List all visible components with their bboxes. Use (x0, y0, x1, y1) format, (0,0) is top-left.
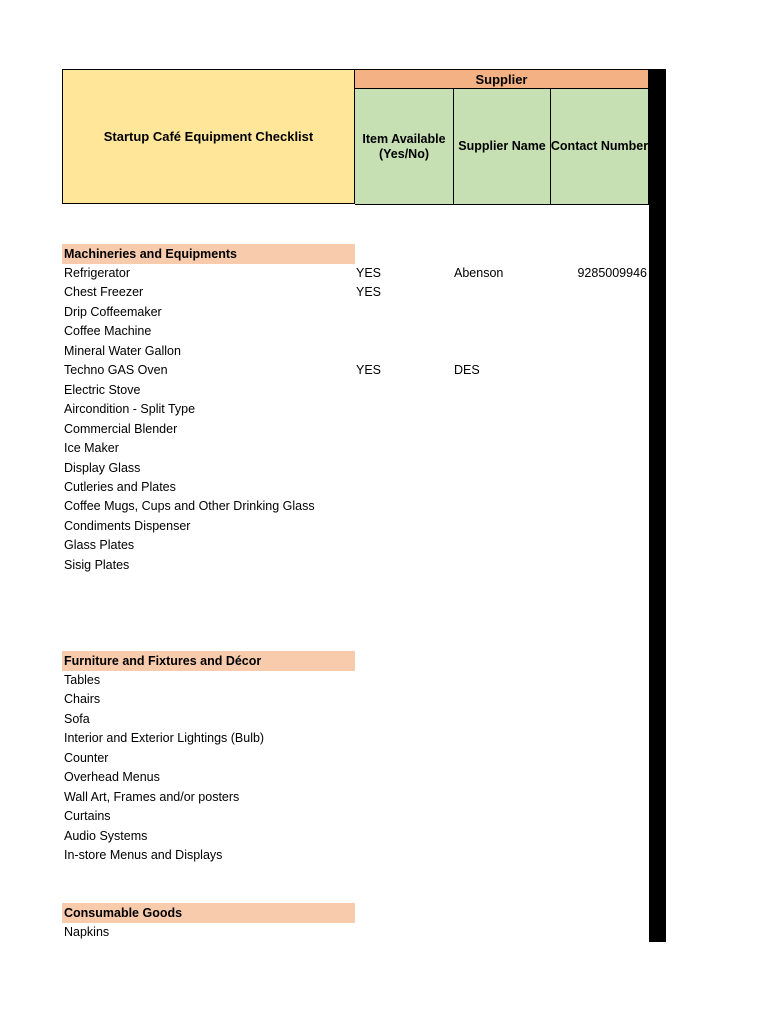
item-name-cell: Commercial Blender (64, 421, 178, 436)
checklist-title-cell (62, 69, 355, 204)
sheet-edge-bar (649, 69, 666, 942)
item-name-cell: Drip Coffeemaker (64, 304, 162, 319)
item-available-cell: YES (356, 266, 382, 280)
section-header: Consumable Goods (62, 903, 355, 923)
table-row (62, 478, 649, 497)
table-row (62, 827, 649, 846)
column-header-item-available (355, 89, 454, 205)
table-row (62, 381, 649, 400)
table-row (62, 303, 649, 322)
item-name-cell: Coffee Machine (64, 324, 152, 339)
item-name-cell: Curtains (64, 809, 111, 824)
supplier-name-cell: Abenson (454, 266, 504, 280)
column-header-supplier-name (453, 89, 551, 205)
supplier-group-label: Supplier (475, 71, 528, 87)
item-name-cell: Wall Art, Frames and/or posters (64, 789, 240, 804)
item-name-cell: Display Glass (64, 460, 141, 475)
item-name-cell: Counter (64, 750, 109, 765)
item-name-cell: Sisig Plates (64, 557, 130, 572)
table-row (62, 497, 649, 516)
item-name-cell: Audio Systems (64, 828, 148, 843)
item-name-cell: Chest Freezer (64, 285, 144, 300)
table-row (62, 923, 649, 942)
table-row (62, 690, 649, 709)
item-name-cell: Mineral Water Gallon (64, 343, 181, 358)
supplier-group-header (355, 69, 649, 89)
item-name-cell: Refrigerator (64, 266, 130, 280)
item-name-cell: Coffee Mugs, Cups and Other Drinking Glass (64, 499, 315, 514)
table-row (62, 342, 649, 361)
item-name-cell: Techno GAS Oven (64, 363, 168, 378)
item-available-cell: YES (356, 363, 382, 378)
column-header-label: Supplier Name (458, 139, 546, 153)
contact-number-cell: 9285009946 (577, 266, 647, 280)
table-row (62, 671, 649, 690)
checklist-title: Startup Café Equipment Checklist (103, 129, 314, 144)
column-header-contact-number (550, 89, 649, 205)
section-header: Machineries and Equipments (62, 244, 355, 264)
table-row (62, 556, 649, 575)
supplier-name-cell: DES (454, 363, 480, 378)
item-name-cell: Napkins (64, 925, 110, 939)
table-row (62, 807, 649, 826)
table-row (62, 283, 649, 302)
item-name-cell: Chairs (64, 692, 101, 707)
item-name-cell: Electric Stove (64, 382, 141, 397)
item-name-cell: In-store Menus and Displays (64, 848, 223, 863)
table-row (62, 420, 649, 439)
item-name-cell: Interior and Exterior Lightings (Bulb) (64, 731, 265, 746)
table-row (62, 749, 649, 768)
item-name-cell: Cutleries and Plates (64, 479, 176, 494)
table-row (62, 322, 649, 341)
table-row (62, 710, 649, 729)
table-row (62, 846, 649, 865)
table-row (62, 729, 649, 748)
table-row (62, 264, 649, 283)
column-header-label: Contact Number (550, 139, 649, 153)
section-header: Furniture and Fixtures and Décor (62, 651, 355, 671)
column-header-label: Item Available (Yes/No) (362, 131, 446, 161)
item-name-cell: Overhead Menus (64, 770, 160, 785)
table-row (62, 361, 649, 380)
item-name-cell: Sofa (64, 711, 90, 726)
table-row (62, 768, 649, 787)
item-name-cell: Ice Maker (64, 441, 119, 456)
item-name-cell: Tables (64, 673, 101, 687)
table-row (62, 517, 649, 536)
table-row (62, 536, 649, 555)
item-name-cell: Condiments Dispenser (64, 518, 191, 533)
item-name-cell: Aircondition - Split Type (64, 402, 196, 417)
table-row (62, 459, 649, 478)
table-row (62, 400, 649, 419)
item-name-cell: Glass Plates (64, 538, 135, 553)
table-row (62, 788, 649, 807)
table-row (62, 439, 649, 458)
item-available-cell: YES (356, 285, 382, 300)
